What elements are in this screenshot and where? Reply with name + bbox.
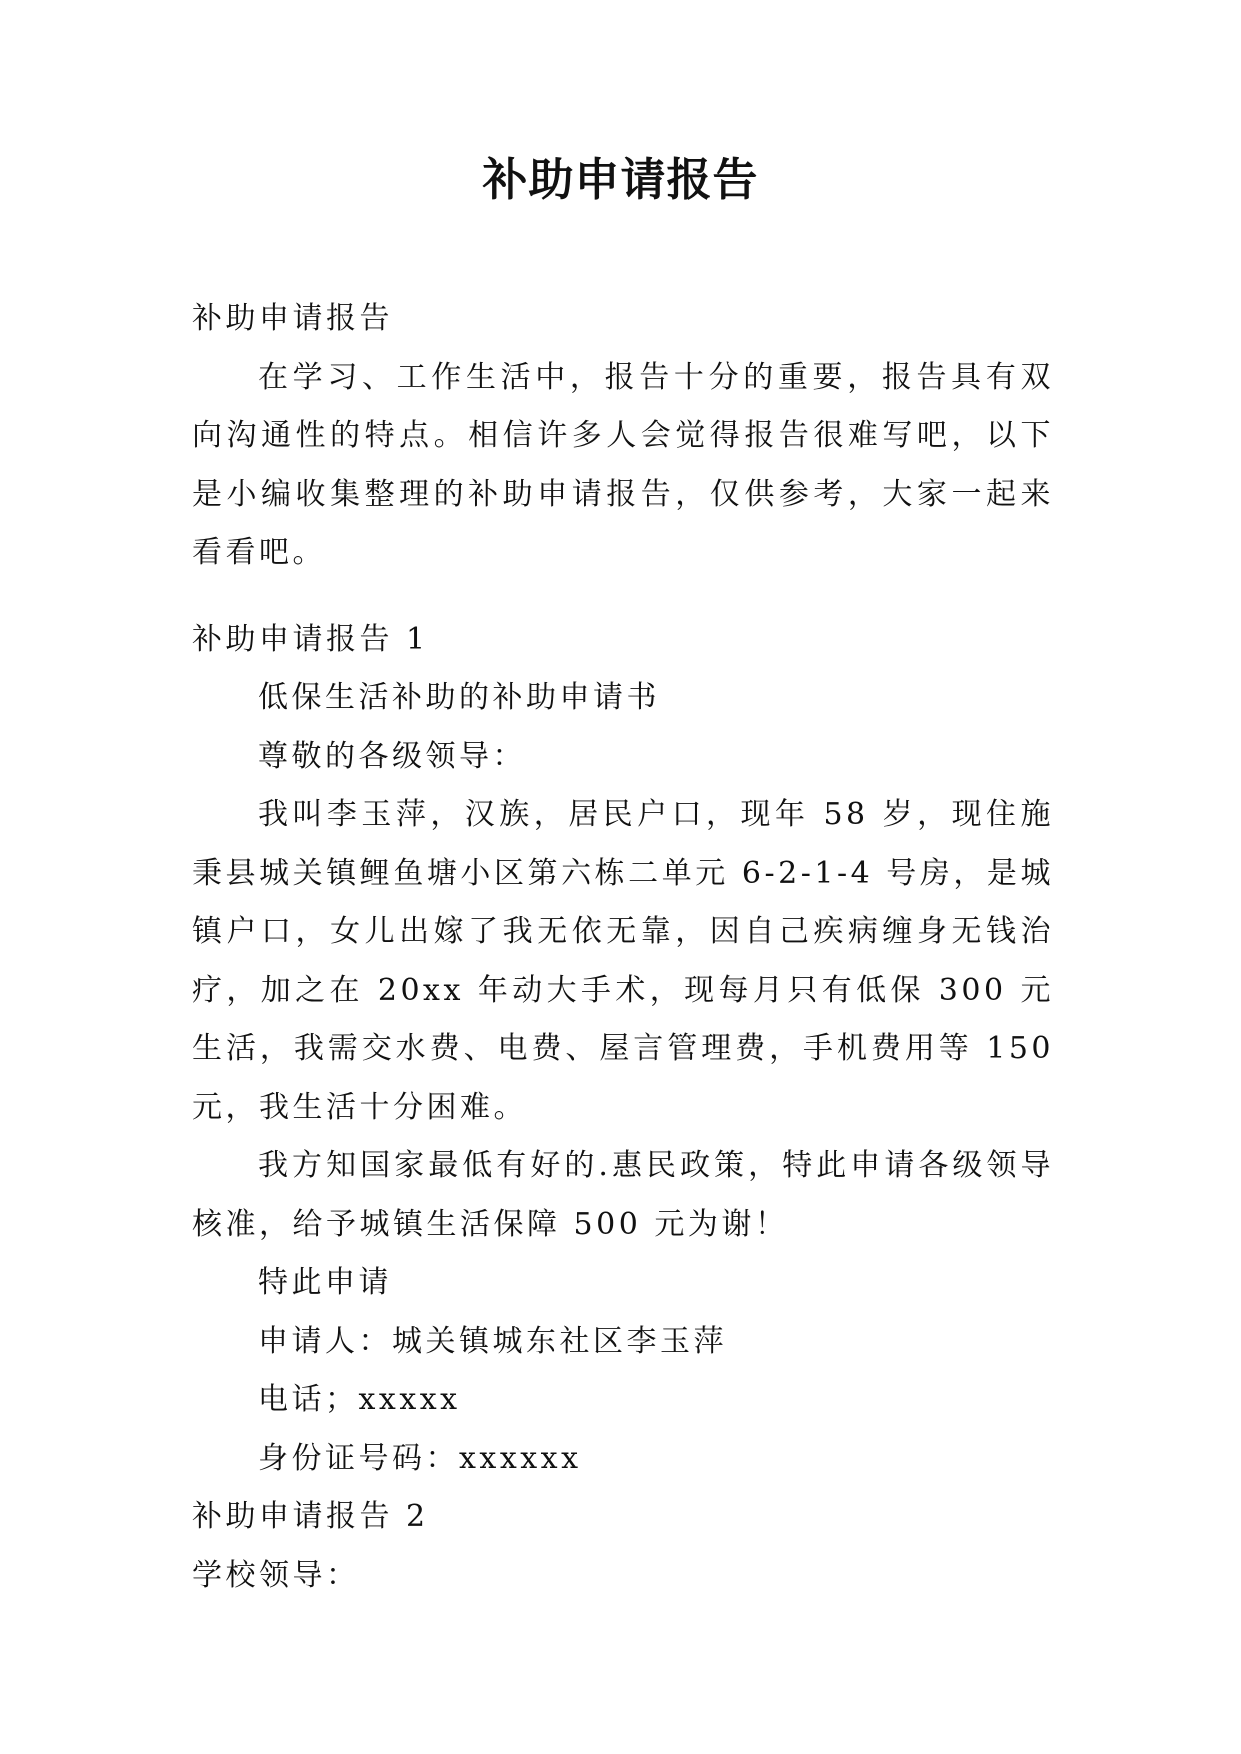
section1-id-number: 身份证号码：xxxxxx	[258, 1440, 582, 1476]
heading-repeat: 补助申请报告	[192, 301, 393, 336]
section1-salutation: 尊敬的各级领导：	[258, 738, 526, 774]
section2-salutation: 学校领导：	[192, 1557, 360, 1593]
section1-closing: 特此申请	[258, 1265, 392, 1300]
section1-subtitle: 低保生活补助的补助申请书	[258, 680, 660, 715]
document-title: 补助申请报告	[482, 153, 759, 206]
section1-paragraph-2: 我方知国家最低有好的.惠民政策，特此申请各级领导核准，给予城镇生活保障 500 元为谢！	[192, 1148, 1054, 1242]
section1-paragraph-1: 我叫李玉萍，汉族，居民户口，现年 58 岁，现住施秉县城关镇鲤鱼塘小区第六栋二单元 6-2-1-4 号房，是城镇户口，女儿出嫁了我无依无靠，因自己疾病缠身无钱治疗，加之在 20xx 年动大手术，现每月只有低保 300 元生活，我需交水费、电费、屋言管理费，手机费用等 150 元，我生活十分困难。	[192, 797, 1054, 1125]
document-body	[192, 290, 1054, 1605]
intro-paragraph: 在学习、工作生活中，报告十分的重要，报告具有双向沟通性的特点。相信许多人会觉得报告很难写吧，以下是小编收集整理的补助申请报告，仅供参考，大家一起来看看吧。	[192, 359, 1054, 570]
section1-phone: 电话；xxxxx	[258, 1382, 461, 1417]
section1-applicant: 申请人：城关镇城东社区李玉萍	[258, 1323, 727, 1359]
section1-heading: 补助申请报告 1	[192, 621, 429, 657]
section-spacer	[192, 583, 1054, 611]
section2-heading: 补助申请报告 2	[192, 1499, 429, 1534]
